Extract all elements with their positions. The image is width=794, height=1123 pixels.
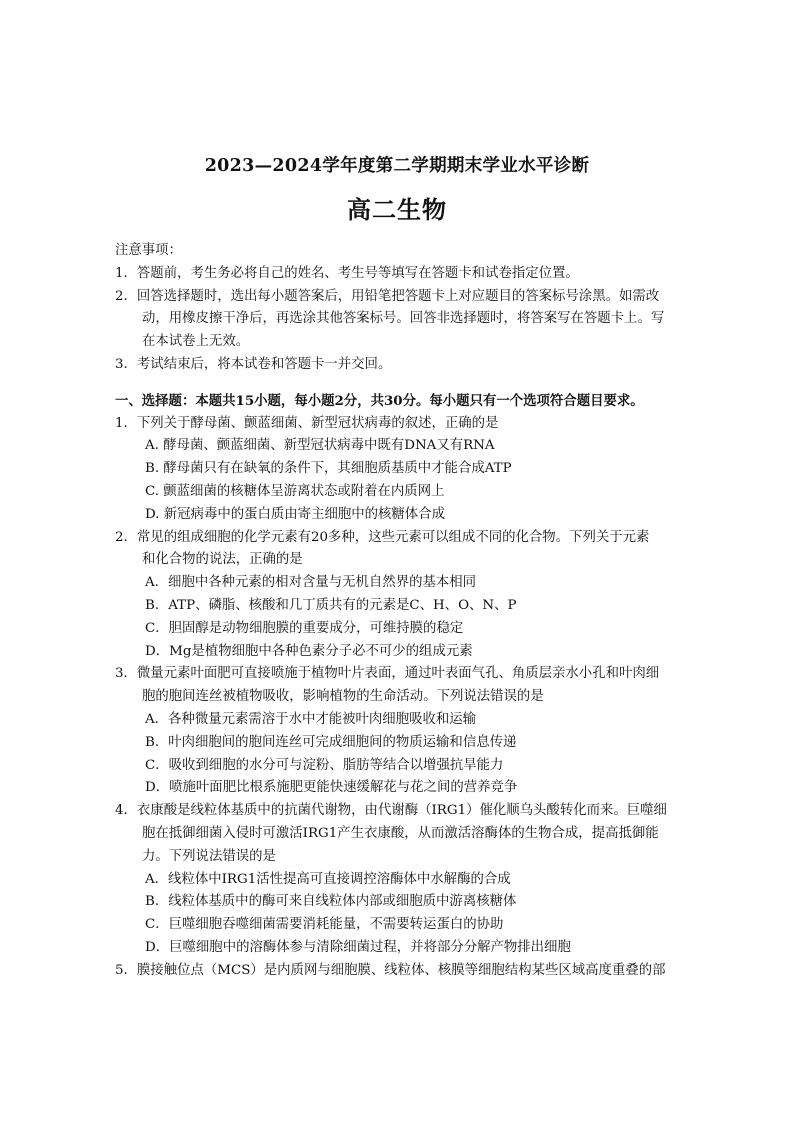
question-4-option-b: B．线粒体基质中的酶可来自线粒体内部或细胞质中游离核糖体 [145, 894, 517, 910]
section-heading: 一、选择题：本题共15小题，每小题2分，共30分。每小题只有一个选项符合题目要求。 [115, 392, 644, 409]
question-2-option-c: C．胆固醇是动物细胞膜的重要成分，可维持膜的稳定 [145, 620, 464, 636]
question-4-option-d: D．巨噬细胞中的溶酶体参与清除细菌过程，并将部分分解产物排出细胞 [145, 939, 571, 955]
question-2-option-b: B．ATP、磷脂、核酸和几丁质共有的元素是C、H、O、N、P [145, 597, 517, 613]
question-1-option-b: B. 酵母菌只有在缺氧的条件下，其细胞质基质中才能合成ATP [145, 461, 512, 477]
notice-item-2-cont: 动，用橡皮擦干净后，再选涂其他答案标号。回答非选择题时，将答案写在答题卡上。写 [142, 311, 665, 327]
question-1-stem: 1．下列关于酵母菌、颤蓝细菌、新型冠状病毒的叙述，正确的是 [115, 415, 499, 431]
notice-heading: 注意事项： [115, 243, 182, 258]
exam-subject: 高二生物 [347, 195, 447, 224]
question-3-option-a: A．各种微量元素需溶于水中才能被叶肉细胞吸收和运输 [145, 711, 477, 727]
question-3-stem-cont: 胞的胞间连丝被植物吸收，影响植物的生命活动。下列说法错误的是 [142, 689, 544, 705]
question-1-option-d: D. 新冠病毒中的蛋白质由寄主细胞中的核糖体合成 [145, 506, 445, 522]
question-2-option-d: D．Mg是植物细胞中各种色素分子必不可少的组成元素 [145, 643, 473, 659]
question-1-option-c: C. 颤蓝细菌的核糖体呈游离状态或附着在内质网上 [145, 483, 445, 499]
exam-title: 2023—2024学年度第二学期期末学业水平诊断 [204, 156, 590, 176]
question-4-stem-cont: 胞在抵御细菌入侵时可激活IRG1产生衣康酸，从而激活溶酶体的生物合成，提高抵御能 [142, 825, 659, 841]
notice-item-2-cont: 在本试卷上无效。 [142, 334, 250, 350]
question-3-option-b: B．叶肉细胞间的胞间连丝可完成细胞间的物质运输和信息传递 [145, 734, 517, 750]
question-4-option-a: A．线粒体中IRG1活性提高可直接调控溶酶体中水解酶的合成 [145, 871, 511, 887]
question-3-stem: 3．微量元素叶面肥可直接喷施于植物叶片表面，通过叶表面气孔、角质层亲水小孔和叶肉细 [115, 666, 660, 682]
notice-item-3: 3．考试结束后，将本试卷和答题卡一并交回。 [115, 356, 392, 372]
question-2-stem: 2．常见的组成细胞的化学元素有20多种，这些元素可以组成不同的化合物。下列关于元素 [115, 529, 650, 545]
question-5-stem: 5．膜接触位点（MCS）是内质网与细胞膜、线粒体、核膜等细胞结构某些区域高度重叠的部 [115, 962, 666, 978]
question-3-option-d: D．喷施叶面肥比根系施肥更能快速缓解花与花之间的营养竞争 [145, 780, 518, 796]
question-4-stem-cont: 力。下列说法错误的是 [142, 848, 276, 864]
spacer [115, 377, 685, 390]
question-2-stem-cont: 和化合物的说法，正确的是 [142, 552, 303, 568]
notice-item-1: 1．答题前，考生务必将自己的姓名、考生号等填写在答题卡和试卷指定位置。 [115, 265, 579, 281]
question-4-stem: 4．衣康酸是线粒体基质中的抗菌代谢物，由代谢酶（IRG1）催化顺乌头酸转化而来。巨噬细 [115, 803, 667, 819]
notice-item-2: 2．回答选择题时，选出每小题答案后，用铅笔把答题卡上对应题目的答案标号涂黑。如需改 [115, 288, 660, 304]
question-2-option-a: A．细胞中各种元素的相对含量与无机自然界的基本相同 [145, 575, 477, 591]
question-4-option-c: C．巨噬细胞吞噬细菌需要消耗能量，不需要转运蛋白的协助 [145, 917, 504, 933]
question-1-option-a: A. 酵母菌、颤蓝细菌、新型冠状病毒中既有DNA又有RNA [145, 438, 495, 454]
exam-content [115, 240, 685, 983]
question-3-option-c: C．吸收到细胞的水分可与淀粉、脂肪等结合以增强抗旱能力 [145, 757, 504, 773]
